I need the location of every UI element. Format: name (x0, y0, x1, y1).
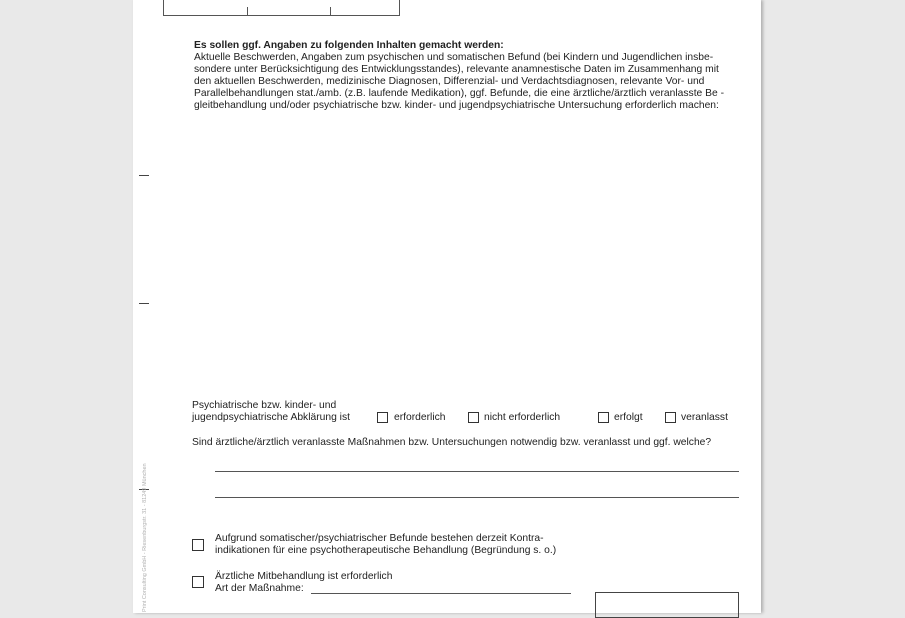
signature-box[interactable] (595, 592, 739, 618)
option-label: erforderlich (394, 412, 446, 423)
answer-line[interactable] (215, 471, 739, 472)
form-page (133, 0, 761, 613)
contra-text (215, 533, 556, 557)
cotreat-line1: Ärztliche Mitbehandlung ist erforderlich (215, 571, 393, 582)
fold-mark (139, 303, 149, 304)
table-divider (247, 7, 248, 16)
intro-line: sondere unter Berücksichtigung des Entwicklungsstandes), relevante anamnestische Daten im Zusammenhang mit (194, 64, 719, 75)
checkbox-contraindication[interactable] (192, 539, 204, 551)
intro-line: den aktuellen Beschwerden, medizinische Diagnosen, Differenzial- und Verdachtsdiagnosen, relevante Vor- und (194, 76, 705, 87)
cotreat-line2: Art der Maßnahme: (215, 583, 304, 594)
intro-block (194, 40, 724, 112)
contra-line1: Aufgrund somatischer/psychiatrischer Befunde bestehen derzeit Kontra- (215, 533, 544, 544)
intro-line: gleitbehandlung und/oder psychiatrische bzw. kinder- und jugendpsychiatrische Untersuchung erforderlich machen: (194, 100, 719, 111)
table-divider (330, 7, 331, 16)
cotreat-text (215, 571, 392, 595)
measure-type-line[interactable] (311, 593, 571, 594)
checkbox-nicht-erforderlich[interactable] (468, 412, 479, 423)
answer-line[interactable] (215, 497, 739, 498)
psych-label-line1: Psychiatrische bzw. kinder- und (192, 400, 337, 411)
measures-question: Sind ärztliche/ärztlich veranlasste Maßnahmen bzw. Untersuchungen notwendig bzw. veranlasst und ggf. welche? (192, 437, 712, 448)
checkbox-veranlasst[interactable] (665, 412, 676, 423)
header-table (163, 0, 400, 16)
fold-mark (139, 175, 149, 176)
psych-label (192, 400, 350, 424)
option-label: nicht erforderlich (484, 412, 561, 423)
checkbox-cotreatment[interactable] (192, 576, 204, 588)
contra-line2: indikationen für eine psychotherapeutische Behandlung (Begründung s. o.) (215, 545, 557, 556)
option-label: erfolgt (614, 412, 643, 423)
psych-label-line2: jugendpsychiatrische Abklärung ist (192, 412, 350, 423)
intro-line: Parallelbehandlungen stat./amb. (z.B. laufende Medikation), ggf. Befunde, die eine ärztliche/ärztlich veranlasste Be - (194, 88, 725, 99)
option-label: veranlasst (681, 412, 728, 423)
intro-title: Es sollen ggf. Angaben zu folgenden Inhalten gemacht werden: (194, 40, 504, 51)
intro-line: Aktuelle Beschwerden, Angaben zum psychischen und somatischen Befund (bei Kindern und Jugendlichen insbe- (194, 52, 714, 63)
checkbox-erforderlich[interactable] (377, 412, 388, 423)
side-imprint: Print Consulting GmbH - Riesenburgstr. 31 - 81249 München (142, 463, 148, 612)
checkbox-erfolgt[interactable] (598, 412, 609, 423)
